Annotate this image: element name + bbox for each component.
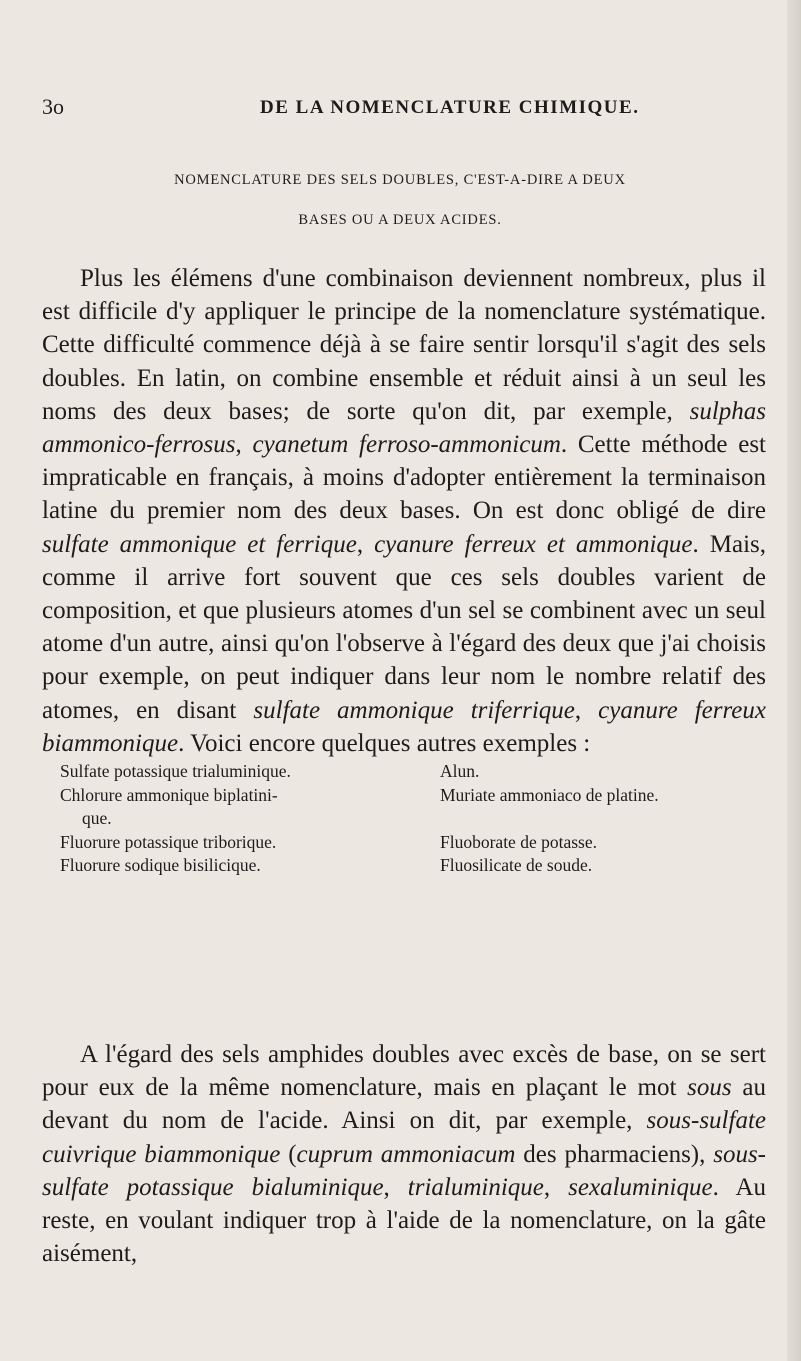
text-run: Plus les élémens d'une combinaison deviennent nombreux, plus il est difficile d'y appliquer le principe de la nomenclature systématique. Cette difficulté commence déjà à se faire sentir lorsqu'il s'agit des sels doubles. En latin, on combine ensemble et réduit ainsi à un seul les noms des deux bases; de sorte qu'on dit, par exemple, — [42, 265, 766, 425]
section-title-line-1: NOMENCLATURE DES SELS DOUBLES, C'EST-A-DIRE A DEUX — [174, 172, 626, 188]
example-common-name: Fluosilicate de soude. — [440, 855, 593, 875]
text-run: des pharmaciens), — [515, 1140, 714, 1168]
example-systematic-name: Fluorure potassique triborique. — [60, 831, 277, 852]
text-run: , — [235, 431, 253, 459]
term: trialuminique — [407, 1173, 544, 1201]
text-run: . Voici encore quelques autres exemples : — [178, 729, 591, 757]
text-run: , — [356, 530, 375, 558]
example-row — [60, 831, 780, 855]
example-systematic-name: Sulfate potassique trialuminique. — [60, 761, 291, 781]
examples-table — [60, 760, 780, 878]
text-run: . Cette méthode est impraticable en français, à moins d'adopter entièrement la terminaison latine du premier nom des deux bases. On est donc obligé de dire — [42, 431, 766, 525]
term: sous — [687, 1074, 732, 1102]
french-term: cyanure ferreux biammonique — [42, 696, 766, 757]
paragraph-1 — [42, 262, 766, 760]
example-systematic-name: Chlorure ammonique biplatini- que. — [60, 784, 278, 828]
example-row — [60, 854, 780, 878]
page-edge — [787, 0, 801, 1361]
french-term: sulfate ammonique et ferrique — [42, 530, 357, 558]
example-common-name: Fluoborate de potasse. — [440, 831, 597, 852]
example-row — [60, 784, 780, 831]
example-row — [60, 760, 780, 784]
term: sous-sulfate cuivrique biammonique — [42, 1107, 766, 1168]
text-run: ( — [280, 1140, 297, 1168]
running-head: DE LA NOMENCLATURE CHIMIQUE. — [260, 97, 640, 118]
text-run: A l'égard des sels amphides doubles avec excès de base, on se sert pour eux de la même nomenclature, mais en plaçant le mot — [42, 1041, 766, 1102]
example-common-name: Alun. — [440, 761, 480, 781]
paragraph-2 — [42, 1038, 766, 1270]
french-term: cyanure ferreux et ammonique — [374, 530, 693, 558]
term: sexaluminique — [568, 1173, 713, 1201]
text-run: , — [543, 1173, 569, 1201]
example-common-name: Muriate ammoniaco de platine. — [440, 784, 659, 805]
latin-term: sulphas ammonico-ferrosus — [42, 397, 766, 459]
text-run: . Mais, comme il arrive fort souvent que ces sels doubles varient de composition, et que plusieurs atomes d'un sel se combinent avec un seul atome d'un autre, ainsi qu'on l'observe à l'égard des deux que j'ai choisis pour exemple, on peut indiquer dans leur nom le nombre relatif des atomes, en disant — [42, 530, 767, 724]
page-header — [42, 94, 762, 124]
text-run: au devant du nom de l'acide. Ainsi on dit, par exemple, — [42, 1074, 766, 1135]
section-title-line-2: BASES OU A DEUX ACIDES. — [298, 212, 502, 228]
example-systematic-name: Fluorure sodique bisilicique. — [60, 855, 261, 875]
latin-term: cyanetum ferroso-ammonicum — [252, 431, 561, 459]
text-run: , — [574, 696, 599, 724]
text-run: . Au reste, en voulant indiquer trop à l'aide de la nomenclature, on la gâte aisément, — [42, 1173, 766, 1268]
page-number: 3o — [42, 94, 64, 119]
term: sous-sulfate potassique bialuminique — [42, 1140, 767, 1201]
text-run: , — [383, 1173, 408, 1201]
french-term: sulfate ammonique triferrique — [253, 696, 575, 724]
term: cuprum ammoniacum — [296, 1140, 516, 1168]
section-title — [40, 160, 760, 240]
